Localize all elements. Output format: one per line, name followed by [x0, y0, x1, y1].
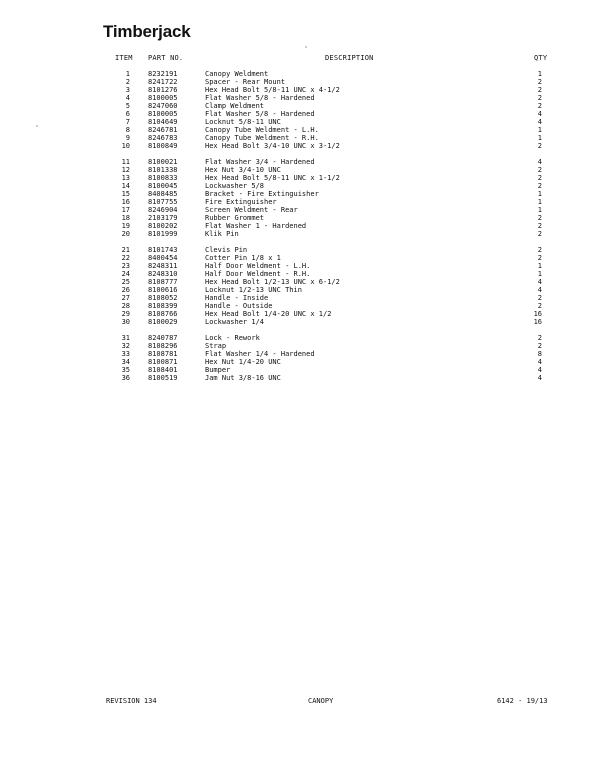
item-number: 18	[121, 214, 130, 222]
parts-row	[0, 334, 600, 342]
part-quantity: 2	[537, 334, 542, 342]
revision-label: REVISION 134	[106, 697, 157, 705]
part-description: Hex Nut 1/4-20 UNC	[205, 358, 281, 366]
part-description: Half Door Weldment - L.H.	[205, 262, 311, 270]
parts-group	[0, 158, 600, 238]
part-quantity: 2	[537, 302, 542, 310]
parts-row	[0, 166, 600, 174]
part-number: 8101276	[148, 86, 178, 94]
item-number: 3	[125, 86, 130, 94]
item-number: 6	[125, 110, 130, 118]
part-number: 8108777	[148, 278, 178, 286]
part-number: 8100045	[148, 182, 178, 190]
part-quantity: 4	[537, 110, 542, 118]
part-description: Hex Head Bolt 1/4-20 UNC x 1/2	[205, 310, 332, 318]
part-description: Flat Washer 1 - Hardened	[205, 222, 307, 230]
part-description: Handle - Inside	[205, 294, 269, 302]
part-description: Clamp Weldment	[205, 102, 265, 110]
item-number: 11	[121, 158, 130, 166]
part-number: 8101338	[148, 166, 178, 174]
part-description: Canopy Tube Weldment - R.H.	[205, 134, 319, 142]
part-quantity: 1	[537, 126, 542, 134]
parts-group	[0, 334, 600, 382]
part-number: 8101743	[148, 246, 178, 254]
parts-row	[0, 270, 600, 278]
column-header-part-no: PART NO.	[148, 54, 184, 62]
parts-row	[0, 366, 600, 374]
part-description: Canopy Weldment	[205, 70, 269, 78]
part-quantity: 2	[537, 294, 542, 302]
part-quantity: 2	[537, 78, 542, 86]
part-description: Screen Weldment - Rear	[205, 206, 298, 214]
part-number: 8100005	[148, 110, 178, 118]
part-description: Hex Nut 3/4-10 UNC	[205, 166, 281, 174]
part-quantity: 2	[537, 94, 542, 102]
part-description: Handle - Outside	[205, 302, 273, 310]
part-number: 8248310	[148, 270, 178, 278]
section-title: CANOPY	[308, 697, 334, 705]
parts-row	[0, 350, 600, 358]
column-header-item: ITEM	[115, 54, 133, 62]
part-quantity: 4	[537, 374, 542, 382]
part-number: 8100029	[148, 318, 178, 326]
part-number: 8108781	[148, 350, 178, 358]
part-description: Hex Head Bolt 5/8-11 UNC x 1-1/2	[205, 174, 340, 182]
parts-row	[0, 86, 600, 94]
item-number: 10	[121, 142, 130, 150]
part-number: 8100021	[148, 158, 178, 166]
part-description: Klik Pin	[205, 230, 239, 238]
part-quantity: 4	[537, 358, 542, 366]
parts-row	[0, 134, 600, 142]
part-description: Flat Washer 5/8 - Hardened	[205, 94, 315, 102]
part-description: Flat Washer 5/8 - Hardened	[205, 110, 315, 118]
item-number: 2	[125, 78, 130, 86]
brand-logo: Timberjack	[103, 22, 191, 41]
part-description: Rubber Grommet	[205, 214, 265, 222]
part-description: Fire Extinguisher	[205, 198, 277, 206]
part-number: 2103179	[148, 214, 178, 222]
part-number: 8400454	[148, 254, 178, 262]
part-number: 8100005	[148, 94, 178, 102]
part-description: Bracket - Fire Extinguisher	[205, 190, 319, 198]
parts-row	[0, 214, 600, 222]
part-description: Locknut 1/2-13 UNC Thin	[205, 286, 302, 294]
part-description: Lockwasher 1/4	[205, 318, 265, 326]
item-number: 15	[121, 190, 130, 198]
part-quantity: 4	[537, 366, 542, 374]
part-quantity: 1	[537, 70, 542, 78]
parts-list	[0, 70, 600, 390]
part-description: Jam Nut 3/8-16 UNC	[205, 374, 281, 382]
item-number: 19	[121, 222, 130, 230]
part-number: 8241722	[148, 78, 178, 86]
parts-row	[0, 302, 600, 310]
part-quantity: 4	[537, 118, 542, 126]
part-number: 8246904	[148, 206, 178, 214]
item-number: 29	[121, 310, 130, 318]
item-number: 21	[121, 246, 130, 254]
part-description: Flat Washer 3/4 - Hardened	[205, 158, 315, 166]
parts-row	[0, 222, 600, 230]
item-number: 30	[121, 318, 130, 326]
part-number: 8246783	[148, 134, 178, 142]
parts-row	[0, 94, 600, 102]
part-quantity: 4	[537, 286, 542, 294]
part-description: Clevis Pin	[205, 246, 248, 254]
parts-row	[0, 102, 600, 110]
parts-row	[0, 126, 600, 134]
parts-row	[0, 198, 600, 206]
part-quantity: 4	[537, 158, 542, 166]
part-quantity: 1	[537, 270, 542, 278]
parts-row	[0, 310, 600, 318]
parts-row	[0, 318, 600, 326]
item-number: 20	[121, 230, 130, 238]
parts-row	[0, 174, 600, 182]
parts-row	[0, 78, 600, 86]
part-quantity: 16	[533, 310, 542, 318]
item-number: 26	[121, 286, 130, 294]
item-number: 12	[121, 166, 130, 174]
part-description: Lockwasher 5/8	[205, 182, 265, 190]
item-number: 35	[121, 366, 130, 374]
part-number: 8108399	[148, 302, 178, 310]
item-number: 24	[121, 270, 130, 278]
part-number: 8108766	[148, 310, 178, 318]
part-quantity: 2	[537, 222, 542, 230]
parts-row	[0, 118, 600, 126]
item-number: 34	[121, 358, 130, 366]
part-description: Hex Head Bolt 5/8-11 UNC x 4-1/2	[205, 86, 340, 94]
item-number: 13	[121, 174, 130, 182]
part-quantity: 1	[537, 262, 542, 270]
part-number: 8232191	[148, 70, 178, 78]
column-header-qty: QTY	[534, 54, 548, 62]
parts-row	[0, 206, 600, 214]
parts-group	[0, 70, 600, 150]
part-number: 8248311	[148, 262, 178, 270]
part-number: 8101999	[148, 230, 178, 238]
parts-row	[0, 158, 600, 166]
part-number: 8246781	[148, 126, 178, 134]
column-header-description: DESCRIPTION	[325, 54, 374, 62]
item-number: 27	[121, 294, 130, 302]
part-number: 8108296	[148, 342, 178, 350]
parts-row	[0, 286, 600, 294]
part-description: Bumper	[205, 366, 231, 374]
part-description: Strap	[205, 342, 227, 350]
item-number: 33	[121, 350, 130, 358]
part-number: 8104649	[148, 118, 178, 126]
item-number: 9	[125, 134, 130, 142]
item-number: 23	[121, 262, 130, 270]
parts-row	[0, 254, 600, 262]
part-description: Hex Head Bolt 1/2-13 UNC x 6-1/2	[205, 278, 340, 286]
scan-speck	[305, 46, 307, 48]
part-quantity: 1	[537, 190, 542, 198]
part-description: Canopy Tube Weldment - L.H.	[205, 126, 319, 134]
part-description: Lock - Rework	[205, 334, 260, 342]
part-number: 8108401	[148, 366, 178, 374]
part-quantity: 16	[533, 318, 542, 326]
part-quantity: 2	[537, 254, 542, 262]
part-quantity: 2	[537, 214, 542, 222]
part-number: 8107755	[148, 198, 178, 206]
part-quantity: 2	[537, 230, 542, 238]
part-quantity: 2	[537, 142, 542, 150]
part-quantity: 2	[537, 86, 542, 94]
parts-row	[0, 294, 600, 302]
item-number: 5	[125, 102, 130, 110]
part-quantity: 2	[537, 182, 542, 190]
part-number: 8100833	[148, 174, 178, 182]
part-description: Locknut 5/8-11 UNC	[205, 118, 281, 126]
part-number: 8100849	[148, 142, 178, 150]
item-number: 32	[121, 342, 130, 350]
parts-row	[0, 142, 600, 150]
part-number: 8100871	[148, 358, 178, 366]
part-number: 8100519	[148, 374, 178, 382]
part-quantity: 4	[537, 278, 542, 286]
part-quantity: 2	[537, 166, 542, 174]
parts-row	[0, 190, 600, 198]
parts-row	[0, 358, 600, 366]
item-number: 7	[125, 118, 130, 126]
page-number: 6142 - 19/13	[497, 697, 548, 705]
item-number: 8	[125, 126, 130, 134]
parts-row	[0, 246, 600, 254]
parts-group	[0, 246, 600, 326]
part-quantity: 8	[537, 350, 542, 358]
part-quantity: 1	[537, 198, 542, 206]
part-quantity: 2	[537, 102, 542, 110]
parts-row	[0, 278, 600, 286]
part-number: 8100616	[148, 286, 178, 294]
item-number: 14	[121, 182, 130, 190]
part-quantity: 1	[537, 206, 542, 214]
part-description: Half Door Weldment - R.H.	[205, 270, 311, 278]
part-number: 8408485	[148, 190, 178, 198]
parts-row	[0, 230, 600, 238]
item-number: 31	[121, 334, 130, 342]
item-number: 25	[121, 278, 130, 286]
parts-row	[0, 70, 600, 78]
item-number: 4	[125, 94, 130, 102]
item-number: 36	[121, 374, 130, 382]
scan-speck	[36, 125, 38, 127]
part-number: 8108052	[148, 294, 178, 302]
item-number: 22	[121, 254, 130, 262]
parts-row	[0, 182, 600, 190]
parts-row	[0, 342, 600, 350]
part-number: 8247060	[148, 102, 178, 110]
part-description: Flat Washer 1/4 - Hardened	[205, 350, 315, 358]
parts-row	[0, 374, 600, 382]
item-number: 16	[121, 198, 130, 206]
part-description: Spacer - Rear Mount	[205, 78, 286, 86]
item-number: 17	[121, 206, 130, 214]
part-quantity: 2	[537, 342, 542, 350]
part-description: Hex Head Bolt 3/4-10 UNC x 3-1/2	[205, 142, 340, 150]
part-quantity: 2	[537, 174, 542, 182]
item-number: 28	[121, 302, 130, 310]
parts-row	[0, 110, 600, 118]
part-number: 8240787	[148, 334, 178, 342]
part-quantity: 2	[537, 246, 542, 254]
part-description: Cotter Pin 1/8 x 1	[205, 254, 281, 262]
part-number: 8100202	[148, 222, 178, 230]
part-quantity: 1	[537, 134, 542, 142]
parts-row	[0, 262, 600, 270]
item-number: 1	[125, 70, 130, 78]
